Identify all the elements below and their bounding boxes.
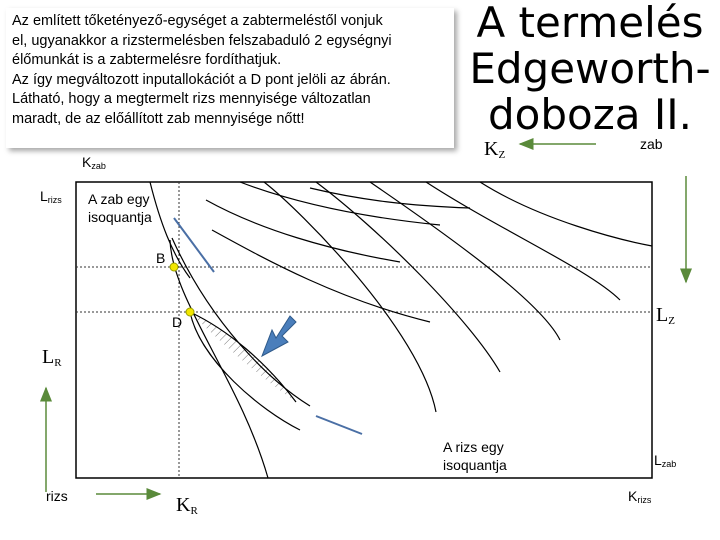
title-line: doboza II. xyxy=(488,90,692,139)
description-line: el, ugyanakkor a rizstermelésben felszabaduló 2 egységnyi xyxy=(12,32,392,49)
title-line: A termelés xyxy=(476,0,704,47)
rice-isoquant-curve xyxy=(240,182,440,225)
rice-isoquant-curve xyxy=(310,188,470,208)
oat-isoquant-curve xyxy=(426,182,620,300)
edgeworth-box xyxy=(76,182,652,478)
point-b-marker xyxy=(170,263,178,271)
rice-isoquant-curve xyxy=(212,230,430,322)
hatched-lens-area xyxy=(190,312,296,402)
rice-isoquant-curve xyxy=(206,200,400,262)
k-zab-label: $K_{zab}$ xyxy=(82,154,106,171)
lz-label: LZ xyxy=(656,304,675,327)
rizs-isoquant-pointer xyxy=(316,416,362,434)
description-line: Az így megváltozott inputallokációt a D pont jelöli az ábrán. xyxy=(12,71,391,88)
title-line: Edgeworth- xyxy=(469,44,711,93)
zab-origin-label: zab xyxy=(640,136,663,152)
lr-label: LR xyxy=(42,346,62,369)
description-line: maradt, de az előállított zab mennyisége nőtt! xyxy=(12,110,305,127)
point-d-marker xyxy=(186,308,194,316)
description-line: élőmunkát is a zabtermelésre fordíthatjuk. xyxy=(12,52,282,68)
kr-label: KR xyxy=(176,494,198,517)
kz-label: KZ xyxy=(484,138,506,161)
l-rizs-label: $L_{rizs}$ xyxy=(40,188,62,205)
point-d-label: D xyxy=(172,314,183,330)
oat-isoquants xyxy=(170,182,652,478)
l-zab-label: $L_{zab}$ xyxy=(654,452,677,469)
shift-arrow xyxy=(262,316,296,356)
rizs-origin-label: rizs xyxy=(46,488,68,504)
description-line: Látható, hogy a megtermelt rizs mennyisége változatlan xyxy=(12,91,371,107)
zab-isoquant-pointer xyxy=(174,218,214,272)
rizs-isoquant-label: A rizs egy isoquantja xyxy=(443,439,507,473)
oat-isoquant-curve xyxy=(480,182,652,246)
description-line: Az említett tőketényező-egységet a zabtermeléstől vonjuk xyxy=(12,13,383,29)
k-rizs-label: $K_{rizs}$ xyxy=(628,488,652,505)
zab-isoquant-label: A zab egy isoquantja xyxy=(88,191,152,225)
point-b-label: B xyxy=(156,250,166,266)
